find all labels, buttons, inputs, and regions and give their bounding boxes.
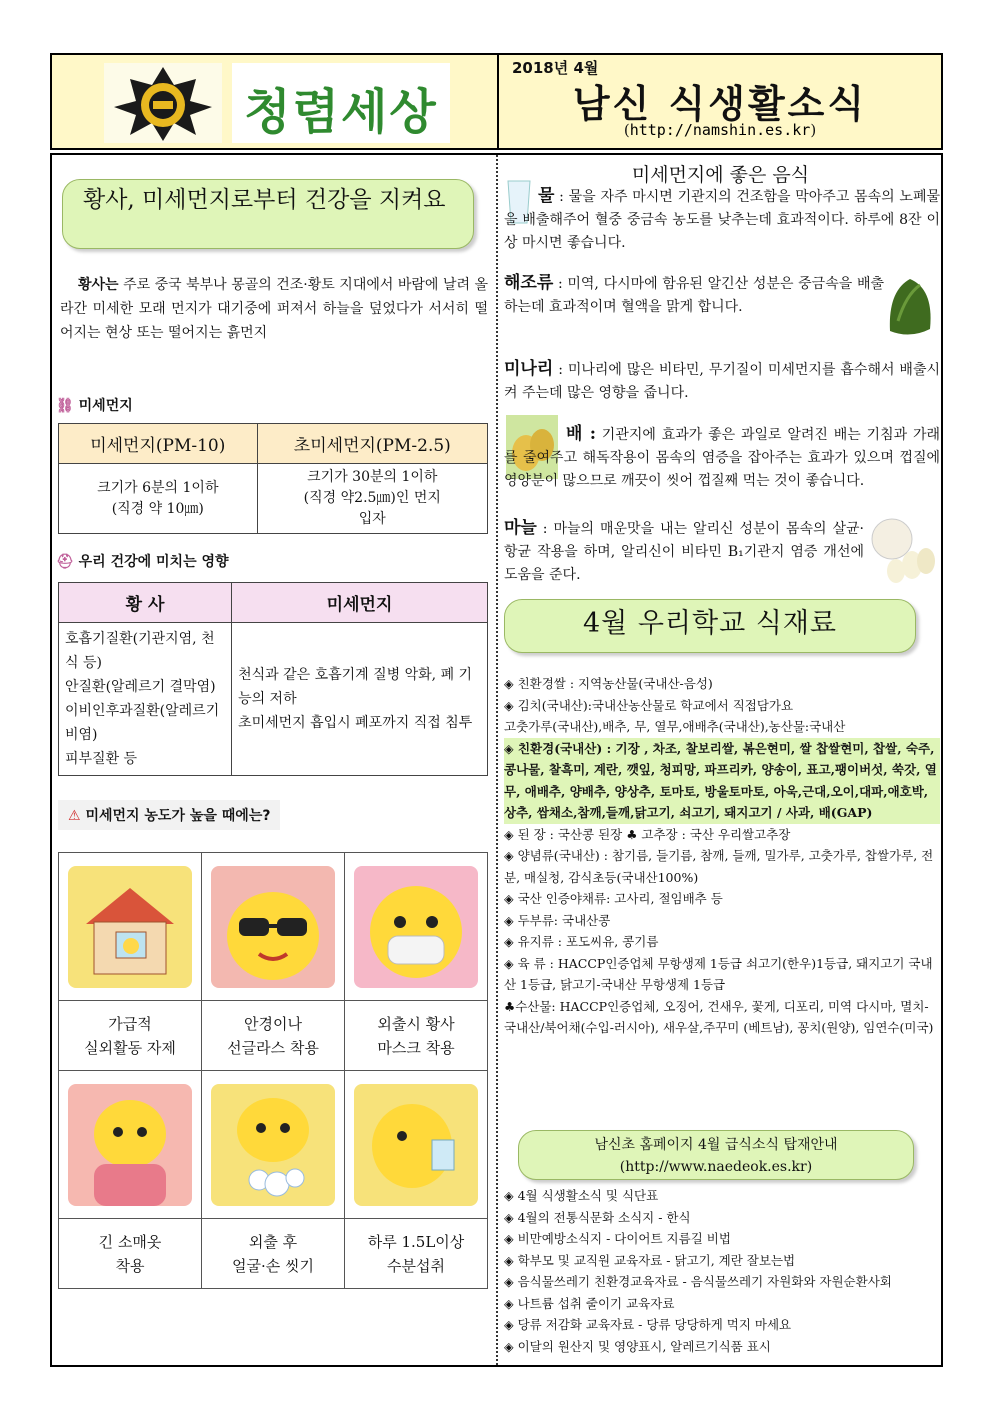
tip-image-cell xyxy=(59,853,202,1001)
homepage-item: ◈ 음식물쓰레기 친환경교육자료 - 음식물쓰레기 자원화와 자원순환사회 xyxy=(504,1274,892,1289)
food-desc: : 마늘의 매운맛을 내는 알리신 성분이 몸속의 살균·항균 작용을 하며, 알리신이 비타민 B₁기관지 염증 개선에 도움을 준다. xyxy=(504,521,864,583)
main-content xyxy=(50,153,943,1367)
issue-date: 2018년 4월 xyxy=(512,59,599,77)
homepage-items xyxy=(504,1185,940,1357)
house-window-illustration xyxy=(68,866,192,988)
yellow-dust-title: 황사, 미세먼지로부터 건강을 지켜요 xyxy=(62,179,474,249)
pm10-header: 미세먼지(PM-10) xyxy=(59,424,258,464)
food-key: 마늘 xyxy=(504,518,537,538)
ingredient-item: ◈ 김치(국내산):국내산농산물로 학교에서 직접담가요 xyxy=(504,697,794,713)
alert-icon: ⚠ xyxy=(68,808,81,824)
tip-caption-line: 수분섭취 xyxy=(387,1256,445,1275)
ingredient-item: ◈ 친환경쌀 : 지역농산물(국내산-음성) xyxy=(504,676,713,691)
tip-caption-line: 실외활동 자제 xyxy=(84,1038,176,1057)
yellow-dust-definition xyxy=(60,273,488,345)
ingredient-item: ◈ 유지류 : 포도씨유, 콩기름 xyxy=(504,934,659,949)
food-key: 배 : xyxy=(566,424,596,444)
pm10-desc: 크기가 6분의 1이하 (직경 약 10㎛) xyxy=(59,464,258,534)
right-column xyxy=(500,155,941,1365)
ingredients-list xyxy=(504,673,940,1039)
ingredient-item: ♣수산물: HACCP인증업체, 오징어, 건새우, 꽃게, 디포리, 미역 다시마, 멸치- 국내산/북어채(수입-러시아), 새우살,주꾸미 (베트남), 꽁치(원양), 임연수(미국) xyxy=(504,998,934,1035)
tip-caption xyxy=(202,1219,345,1289)
tip-image-cell xyxy=(202,853,345,1001)
homepage-item: ◈ 4월의 전통식문화 소식지 - 한식 xyxy=(504,1209,691,1225)
logo-area xyxy=(52,55,499,148)
url-open: ( xyxy=(623,121,630,139)
tip-caption-line: 착용 xyxy=(115,1256,145,1275)
pm-heading-text: 미세먼지 xyxy=(78,398,133,414)
good-food-title: 미세먼지에 좋은 음식 xyxy=(631,164,810,186)
tip-caption-line: 외출시 황사 xyxy=(377,1014,455,1033)
hospital-icon: ⛑ xyxy=(56,554,74,570)
effect-heading xyxy=(56,551,229,571)
high-concentration-heading xyxy=(58,800,280,830)
food-pear xyxy=(504,423,940,493)
link-icon: ⛓ xyxy=(56,398,74,414)
washing-illustration xyxy=(211,1084,335,1206)
food-key: 물 xyxy=(538,186,555,206)
food-minari xyxy=(504,358,940,405)
fine-dust-effects: 천식과 같은 호흡기계 질병 악화, 폐 기능의 저하 초미세먼지 흡입시 폐포까지 직접 침투 xyxy=(232,623,488,776)
tip-caption-line: 안경이나 xyxy=(244,1014,302,1033)
ingredient-item: ◈ 된 장 : 국산콩 된장 ♣ 고추장 : 국산 우리쌀고추장 xyxy=(504,826,791,842)
tip-caption-line: 긴 소매옷 xyxy=(98,1232,162,1251)
tip-caption xyxy=(59,1001,202,1071)
yellow-dust-header: 황 사 xyxy=(59,583,232,623)
tip-caption xyxy=(345,1219,488,1289)
brand-text: 청렴세상 xyxy=(244,84,438,140)
left-column xyxy=(52,155,496,1365)
pm25-desc: 크기가 30분의 1이하 (직경 약2.5㎛)인 먼지 입자 xyxy=(257,464,487,534)
homepage-item: ◈ 이달의 원산지 및 영양표시, 알레르기식품 표시 xyxy=(504,1338,771,1354)
homepage-item: ◈ 학부모 및 교직원 교육자료 - 닭고기, 계란 잘보는법 xyxy=(504,1252,796,1268)
definition-term: 황사는 xyxy=(78,277,119,293)
ingredients-title: 4월 우리학교 식재료 xyxy=(504,599,916,653)
high-concentration-text: 미세먼지 농도가 높을 때에는? xyxy=(85,808,271,824)
drinking-water-illustration xyxy=(354,1084,478,1206)
school-emblem xyxy=(104,63,222,143)
tip-caption-line: 선글라스 착용 xyxy=(227,1038,319,1057)
ingredient-item: ◈ 두부류: 국내산콩 xyxy=(504,912,611,928)
yellow-dust-effects: 호흡기질환(기관지염, 천식 등) 안질환(알레르기 결막염) 이비인후과질환(알레르기 비염) 피부질환 등 xyxy=(59,623,232,776)
tip-image-cell xyxy=(202,1071,345,1219)
food-desc: 기관지에 효과가 좋은 과일로 알려진 배는 기침과 가래를 줄여주고 해독작용이 몸속의 염증을 잡아주는 효과가 있으며 껍질에 영양분이 많으므로 깨끗이 씻어 껍질째 먹는 것이 좋습니다. xyxy=(504,427,940,489)
tip-caption-line: 하루 1.5L이상 xyxy=(367,1232,465,1251)
tip-caption-line: 마스크 착용 xyxy=(377,1038,455,1057)
ingredient-item: 고춧가루(국내산),배추, 무, 열무,애배추(국내산),농산물:국내산 xyxy=(504,719,846,734)
fine-dust-header: 미세먼지 xyxy=(232,583,488,623)
food-key: 미나리 xyxy=(504,359,554,379)
sunglasses-illustration xyxy=(211,866,335,988)
homepage-url[interactable]: (http://www.naedeok.es.kr) xyxy=(619,1159,813,1175)
tip-caption xyxy=(59,1219,202,1289)
homepage-item: ◈ 나트륨 섭취 줄이기 교육자료 xyxy=(504,1295,675,1311)
long-sleeves-illustration xyxy=(68,1084,192,1206)
homepage-notice xyxy=(518,1130,914,1180)
effect-heading-text: 우리 건강에 미치는 영향 xyxy=(78,554,229,570)
homepage-item: ◈ 비만예방소식지 - 다이어트 지름길 비법 xyxy=(504,1231,731,1246)
ingredient-item: ◈ 육 류 : HACCP인증업체 무항생제 1등급 쇠고기(한우)1등급, 돼지고기 국내산 1등급, 닭고기-국내산 무항생제 1등급 xyxy=(504,955,933,992)
seaweed-image xyxy=(884,271,938,341)
ingredient-item: ◈ 양념류(국내산) : 참기름, 들기름, 참깨, 들깨, 밀가루, 고춧가루, 찹쌀가루, 전분, 매실청, 감식초등(국내산100%) xyxy=(504,848,934,885)
tip-image-cell xyxy=(345,1071,488,1219)
pm-size-table xyxy=(58,423,488,534)
header xyxy=(50,53,943,150)
food-seaweed xyxy=(504,272,884,319)
tip-caption-line: 외출 후 xyxy=(248,1232,298,1251)
tip-caption-line: 얼굴·손 씻기 xyxy=(232,1256,314,1275)
food-garlic xyxy=(504,517,864,587)
tip-image-cell xyxy=(345,853,488,1001)
homepage-item: ◈ 당류 저감화 교육자료 - 당류 당당하게 먹지 마세요 xyxy=(504,1317,792,1332)
school-url xyxy=(499,121,941,139)
ingredient-item-organic: ◈ 친환경(국내산) : 기장 , 차조, 찰보리쌀, 볶은현미, 쌀 찹쌀현미, 찹쌀, 숙주, 콩나물, 찰흑미, 계란, 깻잎, 청피망, 파프리카, 양송이, 표고,팽이버섯, 쑥갓, 열무, 애배추, 양배추, 양상추, 토마토, 방울토마토, 아욱,근대,오이,대파,애호박,상추, 쌈채소,참깨,들깨,닭고기, 쇠고기, 돼지고기 / 사과, 배(GAP) xyxy=(504,738,940,824)
food-desc: : 미역, 다시마에 함유된 알긴산 성분은 중금속을 배출하는데 효과적이며 혈액을 맑게 합니다. xyxy=(504,276,884,315)
definition-text: 주로 중국 북부나 몽골의 건조·황토 지대에서 바람에 날려 올라간 미세한 모래 먼지가 대기중에 퍼져서 하늘을 덮었다가 서서히 떨어지는 현상 또는 떨어지는 흙먼지 xyxy=(60,277,488,341)
tip-caption xyxy=(345,1001,488,1071)
pm-heading xyxy=(56,395,133,415)
pm25-header: 초미세먼지(PM-2.5) xyxy=(257,424,487,464)
homepage-title: 남신초 홈페이지 4월 급식소식 탑재안내 xyxy=(594,1137,838,1153)
url-close: ) xyxy=(810,121,817,139)
newsletter-title: 남신 식생활소식 xyxy=(572,82,868,126)
tip-caption-line: 가급적 xyxy=(108,1014,152,1033)
integrity-logo xyxy=(232,63,450,143)
tip-image-cell xyxy=(59,1071,202,1219)
health-effect-table xyxy=(58,582,488,776)
column-divider xyxy=(496,155,498,1365)
food-desc: : 물을 자주 마시면 기관지의 건조함을 막아주고 몸속의 노폐물을 배출해주어 혈중 중금속 농도를 낮추는데 효과적이다. 하루에 8잔 이상 마시면 좋습니다. xyxy=(504,189,940,251)
school-url-link[interactable]: http://namshin.es.kr xyxy=(629,121,811,139)
mask-illustration xyxy=(354,866,478,988)
tips-grid xyxy=(58,852,488,1289)
food-desc: : 미나리에 많은 비타민, 무기질이 미세먼지를 흡수해서 배출시켜 주는데 많은 영향을 줍니다. xyxy=(504,362,940,401)
homepage-item: ◈ 4월 식생활소식 및 식단표 xyxy=(504,1188,659,1203)
garlic-image xyxy=(866,511,940,587)
food-key: 해조류 xyxy=(504,273,554,293)
food-water xyxy=(504,185,940,255)
ingredient-item: ◈ 국산 인증야채류: 고사리, 절임배추 등 xyxy=(504,891,723,906)
tip-caption xyxy=(202,1001,345,1071)
